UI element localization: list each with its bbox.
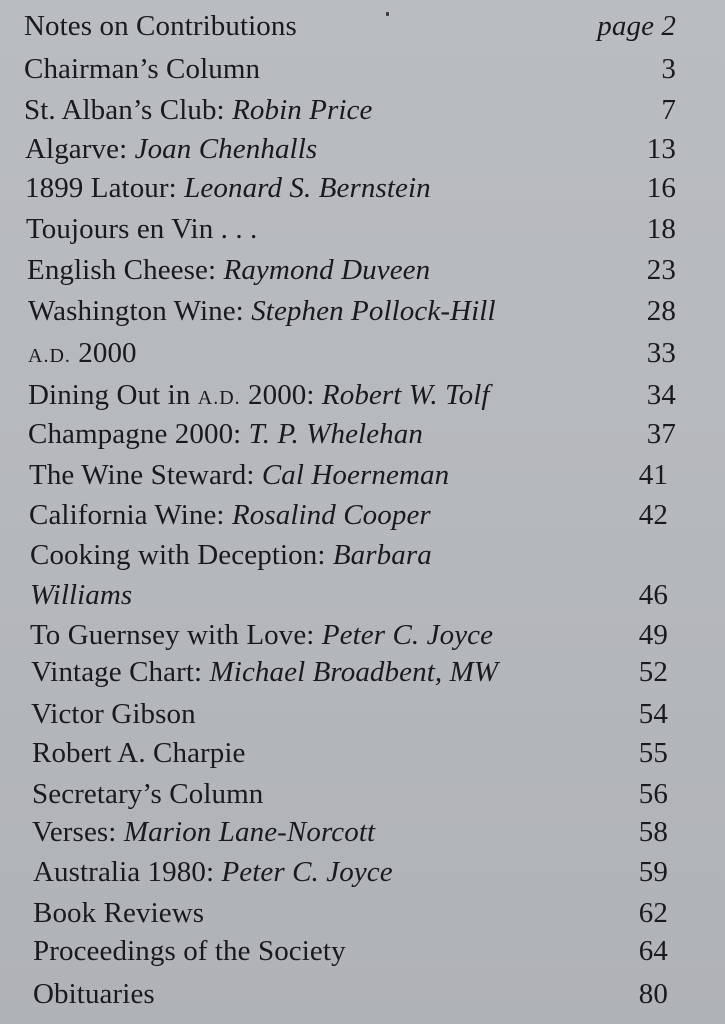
entry-title: Vintage Chart: Michael Broadbent, MW: [31, 656, 499, 688]
entry-author: Raymond Duveen: [223, 254, 431, 286]
entry-title: Dining Out in A.D. 2000: Robert W. Tolf: [28, 379, 490, 411]
entry-title: A.D. 2000: [28, 337, 137, 369]
entry-author: Robert W. Tolf: [321, 379, 490, 411]
entry-title: Obituaries: [33, 978, 155, 1010]
entry-author: Leonard S. Bernstein: [184, 172, 431, 204]
entry-author: Rosalind Cooper: [231, 499, 431, 531]
entry-title: [30, 578, 132, 612]
entry-page: 41: [638, 459, 668, 491]
entry-title: Secretary’s Column: [32, 778, 264, 810]
entry-page: 37: [646, 418, 676, 450]
entry-author: Peter C. Joyce: [221, 856, 393, 888]
entry-page: 59: [638, 856, 668, 888]
entry-title: To Guernsey with Love: Peter C. Joyce: [30, 619, 494, 651]
entry-page: 56: [638, 778, 668, 810]
entry-title: Toujours en Vin . . .: [26, 213, 258, 245]
entry-page: 7: [661, 94, 676, 126]
entry-author: Michael Broadbent, MW: [209, 656, 499, 688]
entry-title: Victor Gibson: [31, 698, 196, 730]
entry-page: 58: [638, 816, 668, 848]
entry-page: 62: [638, 897, 668, 929]
entry-title: 1899 Latour: Leonard S. Bernstein: [25, 172, 431, 204]
entry-title: Verses: Marion Lane-Norcott: [32, 816, 376, 848]
entry-title: Proceedings of the Society: [33, 935, 346, 967]
entry-title: The Wine Steward: Cal Hoerneman: [29, 459, 450, 491]
entry-page: 28: [646, 295, 676, 327]
entry-author: Peter C. Joyce: [321, 619, 494, 651]
entry-page: 46: [638, 579, 668, 611]
entry-page: 80: [638, 978, 668, 1010]
entry-title: Algarve: Joan Chenhalls: [25, 133, 318, 165]
entry-author: Stephen Pollock-Hill: [251, 295, 496, 327]
entry-page: 16: [646, 172, 676, 204]
entry-title: Cooking with Deception: Barbara: [30, 539, 432, 571]
entry-page: 42: [638, 499, 668, 531]
entry-author: Cal Hoerneman: [261, 459, 450, 491]
entry-title: English Cheese: Raymond Duveen: [27, 254, 431, 286]
entry-author: Barbara: [332, 539, 432, 571]
entry-page: 55: [638, 737, 668, 769]
entry-title: Chairman’s Column: [24, 53, 261, 85]
entry-title: Robert A. Charpie: [32, 737, 246, 769]
print-speck: [386, 12, 389, 16]
entry-author: Robin Price: [232, 94, 373, 126]
entry-title: Australia 1980: Peter C. Joyce: [33, 856, 393, 888]
entry-title: Book Reviews: [33, 897, 205, 929]
entry-page: 49: [638, 619, 668, 651]
entry-page: 64: [638, 935, 668, 967]
entry-page: 33: [646, 337, 676, 369]
entry-author: Marion Lane-Norcott: [123, 816, 376, 848]
entry-page: 18: [646, 213, 676, 245]
entry-page: page 2: [597, 10, 676, 42]
entry-title: Notes on Contributions: [24, 10, 297, 42]
entry-author: T. P. Whelehan: [248, 418, 423, 450]
entry-title: St. Alban’s Club: Robin Price: [24, 94, 373, 126]
entry-author: Williams: [30, 579, 133, 611]
entry-author: Joan Chenhalls: [134, 133, 318, 165]
entry-page: 34: [646, 379, 676, 411]
entry-page: 13: [646, 133, 676, 165]
entry-title: Washington Wine: Stephen Pollock-Hill: [28, 295, 496, 327]
entry-title: California Wine: Rosalind Cooper: [29, 499, 431, 531]
entry-page: 52: [638, 656, 668, 688]
entry-page: 23: [646, 254, 676, 286]
entry-page: 54: [638, 698, 668, 730]
entry-title: Champagne 2000: T. P. Whelehan: [28, 418, 423, 450]
entry-page: 3: [661, 53, 676, 85]
